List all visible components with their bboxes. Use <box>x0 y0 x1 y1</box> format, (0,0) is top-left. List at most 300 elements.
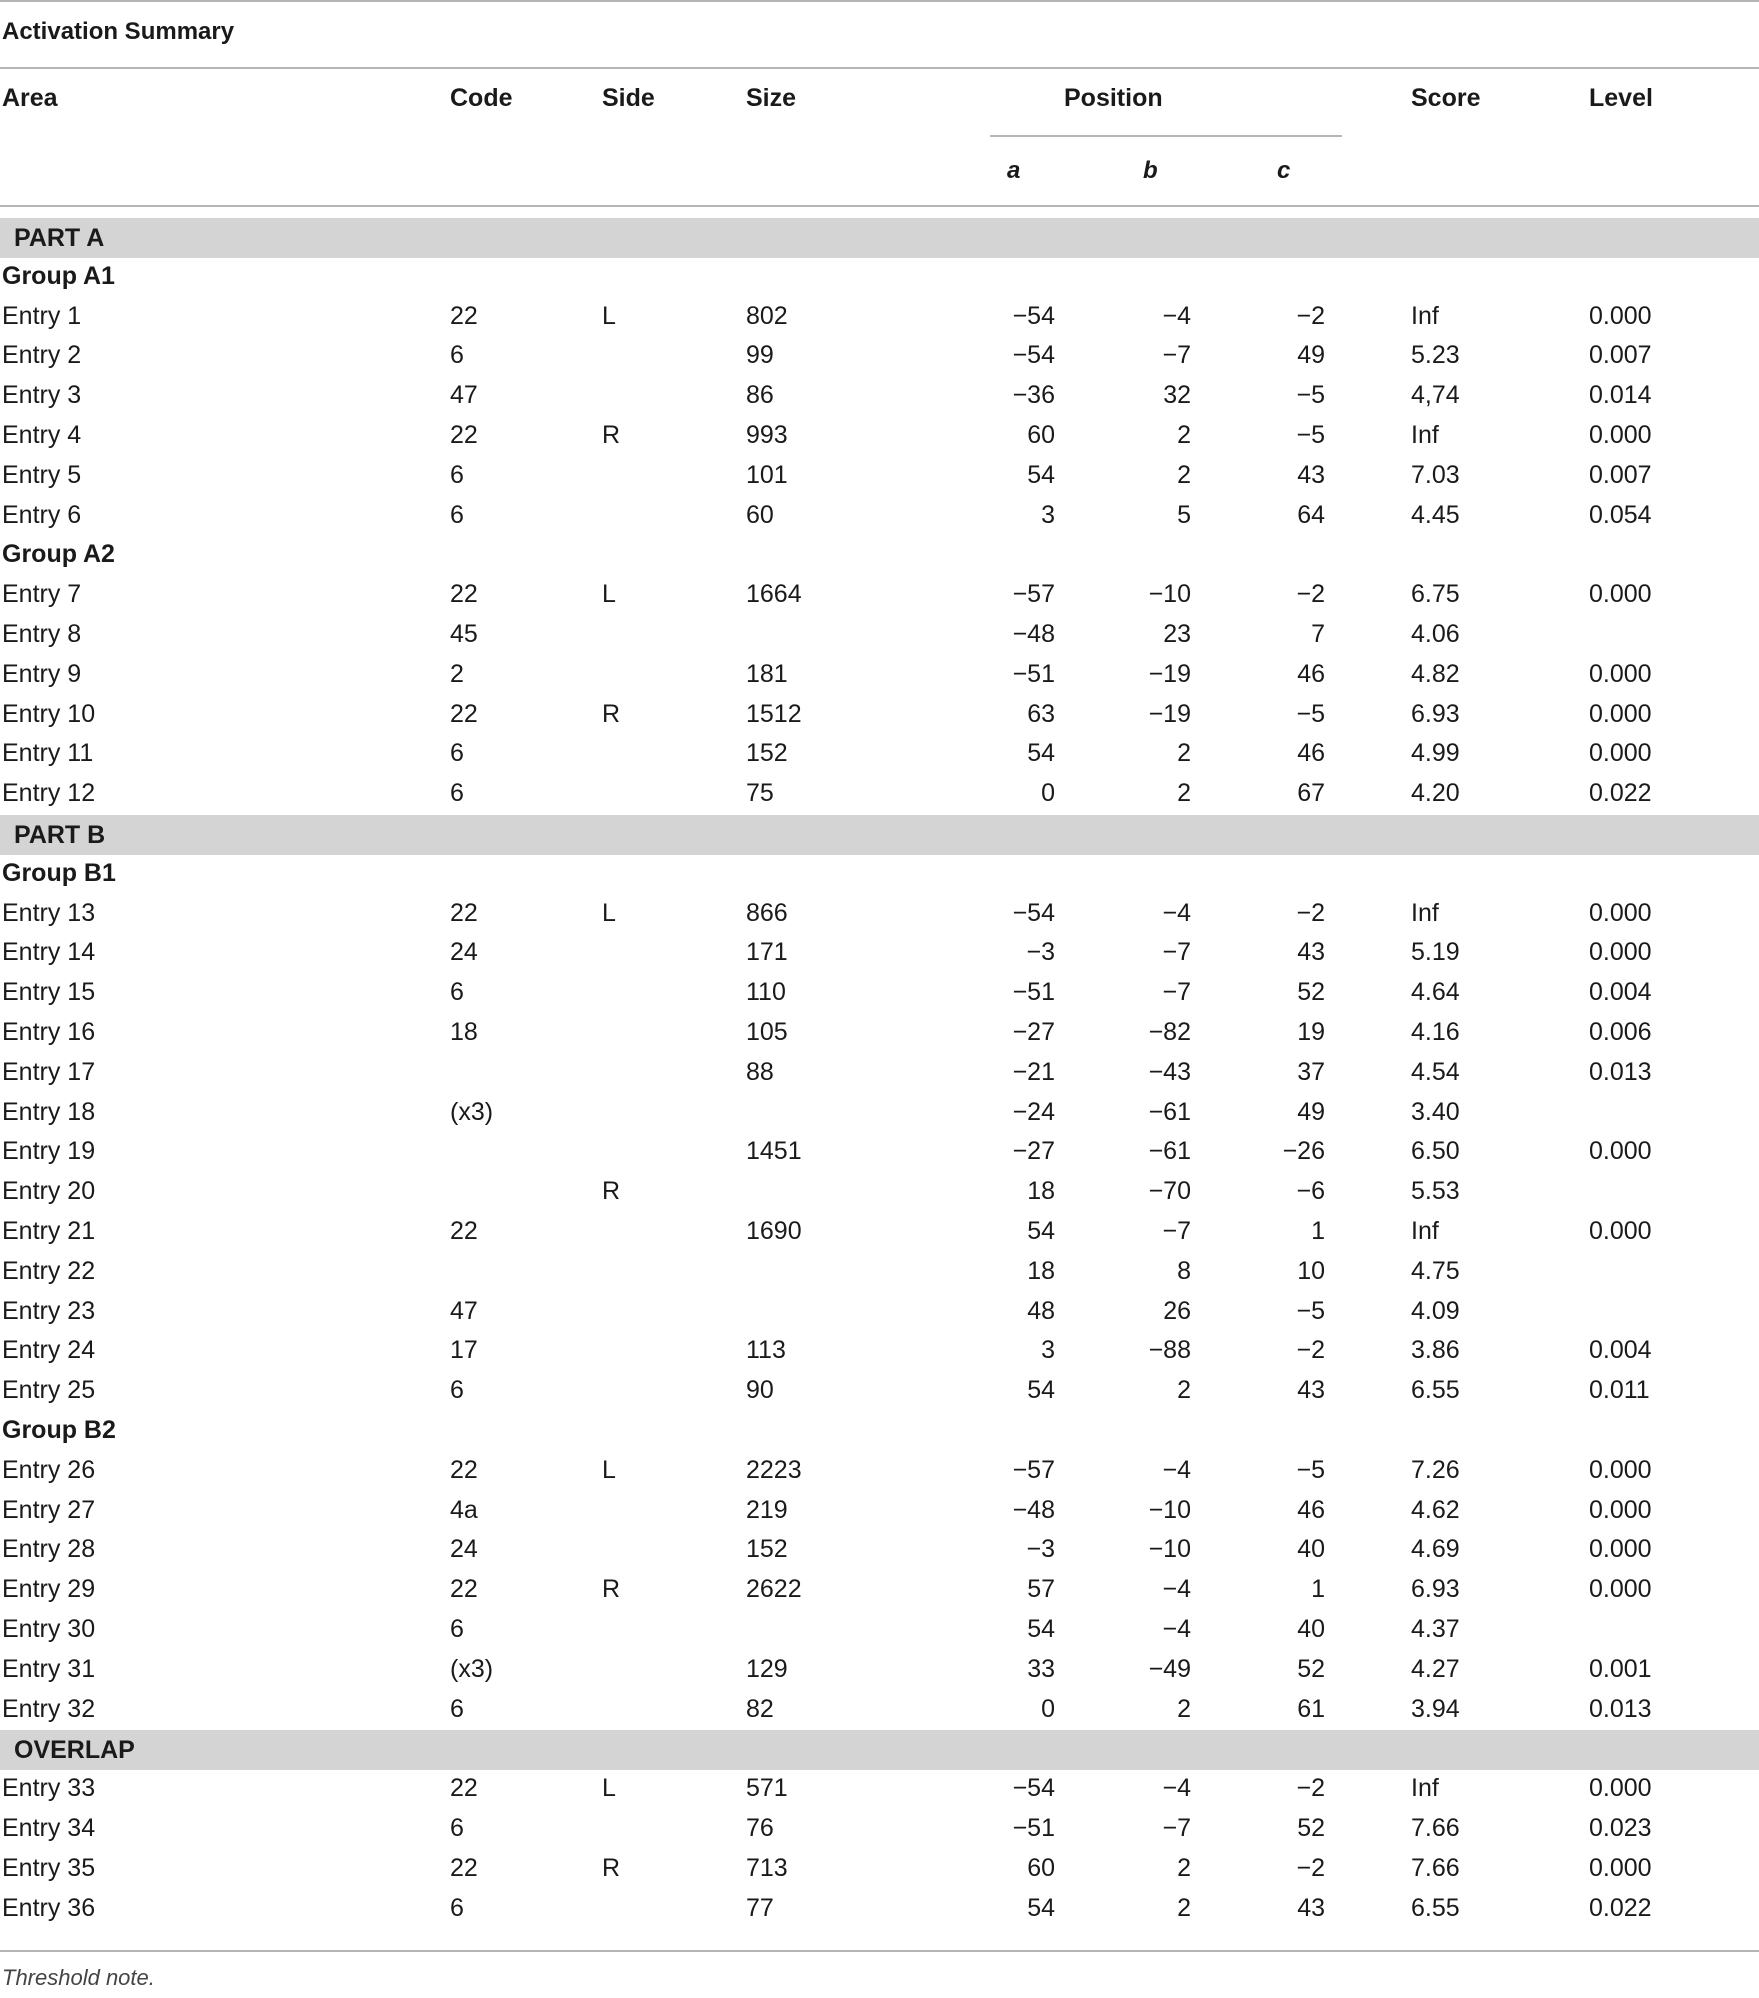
cell-x: −21 <box>1012 1058 1055 1086</box>
cell-z: 10 <box>1297 1257 1325 1285</box>
cell-region: Entry 7 <box>2 580 82 608</box>
table-row <box>0 974 1759 1014</box>
cell-score: 7.66 <box>1411 1854 1460 1882</box>
col-z-header: c <box>1277 157 1291 184</box>
table-row <box>0 934 1759 974</box>
table-row <box>0 1094 1759 1134</box>
cell-y: 8 <box>1177 1257 1191 1285</box>
table-row <box>0 1492 1759 1532</box>
table-row <box>0 1452 1759 1492</box>
cell-score: 4.75 <box>1411 1257 1460 1285</box>
cell-level: 0.000 <box>1589 1774 1652 1802</box>
cell-ba: (x3) <box>450 1655 494 1683</box>
cell-y: −10 <box>1148 1496 1191 1524</box>
table-row <box>0 497 1759 537</box>
cell-level: 0.000 <box>1589 660 1652 688</box>
cell-z: −2 <box>1296 302 1325 330</box>
cell-region: Entry 5 <box>2 461 82 489</box>
cell-extent: 866 <box>746 899 788 927</box>
table-row <box>0 1372 1759 1412</box>
cell-ba: 22 <box>450 1575 478 1603</box>
col-region-header: Area <box>2 84 58 112</box>
bottom-rule <box>0 1950 1759 1952</box>
cell-score: 4,74 <box>1411 381 1460 409</box>
cell-x: 48 <box>1027 1297 1055 1325</box>
cell-level: 0.022 <box>1589 779 1652 807</box>
cell-level: 0.011 <box>1589 1376 1650 1404</box>
section-label: PART A <box>14 224 105 252</box>
cell-level: 0.000 <box>1589 1456 1652 1484</box>
cell-x: 0 <box>1041 1695 1055 1723</box>
cell-ba: 17 <box>450 1336 478 1364</box>
cell-region: Entry 24 <box>2 1336 96 1364</box>
cell-x: −51 <box>1012 978 1055 1006</box>
cell-score: 4.06 <box>1411 620 1460 648</box>
cell-ba: 22 <box>450 1217 478 1245</box>
section-band-overlap <box>0 1730 1759 1770</box>
cell-hem: R <box>602 1177 621 1205</box>
col-x-header: a <box>1007 157 1021 184</box>
cell-ba: 6 <box>450 779 464 807</box>
cell-level: 0.001 <box>1589 1655 1652 1683</box>
header-rule <box>0 205 1759 207</box>
cell-x: 0 <box>1041 779 1055 807</box>
cell-x: −36 <box>1012 381 1055 409</box>
cell-level: 0.000 <box>1589 1217 1652 1245</box>
cell-z: 43 <box>1297 1376 1325 1404</box>
cell-level: 0.023 <box>1589 1814 1652 1842</box>
cell-ba: 6 <box>450 1695 464 1723</box>
cell-extent: 88 <box>746 1058 774 1086</box>
cell-extent: 105 <box>746 1018 788 1046</box>
cell-region: Entry 31 <box>2 1655 96 1683</box>
cell-ba: 22 <box>450 700 478 728</box>
cell-x: 18 <box>1027 1257 1055 1285</box>
cell-level: 0.013 <box>1589 1695 1652 1723</box>
cell-y: −4 <box>1162 1615 1191 1643</box>
cell-extent: 713 <box>746 1854 788 1882</box>
cell-z: −5 <box>1296 1456 1325 1484</box>
coords-subrule <box>990 135 1342 137</box>
cell-x: −54 <box>1012 341 1055 369</box>
col-extent-header: Size <box>746 84 797 112</box>
cell-z: 46 <box>1297 1496 1325 1524</box>
cell-ba: 24 <box>450 938 478 966</box>
cell-ba: 6 <box>450 739 464 767</box>
col-ba-header: Code <box>450 84 513 112</box>
cell-extent: 90 <box>746 1376 774 1404</box>
cell-z: 52 <box>1297 978 1325 1006</box>
cell-x: 3 <box>1041 501 1055 529</box>
group-heading-b1: Group B1 <box>2 859 116 887</box>
cell-x: 33 <box>1027 1655 1055 1683</box>
cell-extent: 76 <box>746 1814 774 1842</box>
cell-x: −27 <box>1012 1137 1055 1165</box>
cell-y: 2 <box>1177 1695 1191 1723</box>
cell-x: 60 <box>1027 1854 1055 1882</box>
cell-ba: 6 <box>450 341 464 369</box>
cell-score: 4.64 <box>1411 978 1460 1006</box>
cell-ba: 18 <box>450 1018 478 1046</box>
cell-region: Entry 10 <box>2 700 96 728</box>
table-row <box>0 298 1759 338</box>
cell-extent: 77 <box>746 1894 774 1922</box>
cell-extent: 1664 <box>746 580 802 608</box>
cell-x: −24 <box>1012 1098 1055 1126</box>
cell-score: 7.26 <box>1411 1456 1460 1484</box>
cell-region: Entry 25 <box>2 1376 96 1404</box>
table-row <box>0 1054 1759 1094</box>
cell-y: −7 <box>1162 938 1191 966</box>
cell-x: 57 <box>1027 1575 1055 1603</box>
section-label: OVERLAP <box>14 1736 135 1764</box>
cell-ba: 2 <box>450 660 464 688</box>
cell-extent: 99 <box>746 341 774 369</box>
cell-ba: 47 <box>450 1297 478 1325</box>
cell-z: 43 <box>1297 938 1325 966</box>
group-heading-b2: Group B2 <box>2 1416 116 1444</box>
cell-level: 0.000 <box>1589 938 1652 966</box>
cell-extent: 113 <box>746 1336 786 1364</box>
cell-region: Entry 6 <box>2 501 82 529</box>
cell-hem: L <box>602 580 616 608</box>
cell-region: Entry 35 <box>2 1854 96 1882</box>
cell-x: 60 <box>1027 421 1055 449</box>
cell-region: Entry 4 <box>2 421 82 449</box>
cell-z: −2 <box>1296 899 1325 927</box>
heading-rule <box>0 67 1759 69</box>
cell-z: 40 <box>1297 1615 1325 1643</box>
cell-extent: 993 <box>746 421 788 449</box>
cell-y: −4 <box>1162 1575 1191 1603</box>
cell-z: 61 <box>1297 1695 1325 1723</box>
cell-x: −57 <box>1012 580 1055 608</box>
cell-hem: L <box>602 1456 616 1484</box>
cell-z: 1 <box>1311 1575 1325 1603</box>
cell-z: 43 <box>1297 461 1325 489</box>
cell-z: 46 <box>1297 660 1325 688</box>
cell-score: 3.40 <box>1411 1098 1460 1126</box>
cell-hem: R <box>602 1854 621 1882</box>
cell-ba: 22 <box>450 1774 478 1802</box>
cell-extent: 2622 <box>746 1575 802 1603</box>
cell-extent: 802 <box>746 302 788 330</box>
cell-score: 4.62 <box>1411 1496 1460 1524</box>
cell-level: 0.000 <box>1589 1137 1652 1165</box>
cell-ba: 24 <box>450 1535 478 1563</box>
cell-extent: 571 <box>746 1774 788 1802</box>
cell-z: 7 <box>1311 620 1325 648</box>
cell-y: 2 <box>1177 1894 1191 1922</box>
cell-y: −4 <box>1162 899 1191 927</box>
cell-region: Entry 34 <box>2 1814 96 1842</box>
cell-z: −2 <box>1296 580 1325 608</box>
cell-region: Entry 17 <box>2 1058 96 1086</box>
cell-x: −51 <box>1012 660 1055 688</box>
cell-x: 54 <box>1027 1376 1055 1404</box>
cell-z: 49 <box>1297 1098 1325 1126</box>
table-row <box>0 576 1759 616</box>
cell-ba: 6 <box>450 1894 464 1922</box>
cell-extent: 75 <box>746 779 774 807</box>
cell-region: Entry 14 <box>2 938 96 966</box>
cell-y: 2 <box>1177 779 1191 807</box>
table-row <box>0 457 1759 497</box>
cell-score: Inf <box>1411 421 1439 449</box>
section-band-part_a <box>0 218 1759 258</box>
cell-score: 7.03 <box>1411 461 1460 489</box>
cell-x: 54 <box>1027 1217 1055 1245</box>
table-heading: Activation Summary <box>2 18 235 45</box>
cell-y: −70 <box>1148 1177 1191 1205</box>
cell-y: −19 <box>1148 660 1191 688</box>
table-row <box>0 735 1759 775</box>
cell-ba: (x3) <box>450 1098 494 1126</box>
cell-level: 0.004 <box>1589 1336 1652 1364</box>
cell-level: 0.000 <box>1589 580 1652 608</box>
cell-y: −43 <box>1148 1058 1191 1086</box>
cell-y: −4 <box>1162 302 1191 330</box>
cell-y: −61 <box>1148 1137 1191 1165</box>
cell-extent: 129 <box>746 1655 788 1683</box>
cell-region: Entry 22 <box>2 1257 96 1285</box>
cell-z: −2 <box>1296 1774 1325 1802</box>
cell-y: −4 <box>1162 1456 1191 1484</box>
cell-ba: 47 <box>450 381 478 409</box>
cell-score: 6.55 <box>1411 1894 1460 1922</box>
cell-z: 19 <box>1297 1018 1325 1046</box>
cell-y: 2 <box>1177 1376 1191 1404</box>
table-row <box>0 1810 1759 1850</box>
cell-y: 2 <box>1177 1854 1191 1882</box>
cell-z: 1 <box>1311 1217 1325 1245</box>
cell-x: 54 <box>1027 1615 1055 1643</box>
cell-extent: 219 <box>746 1496 788 1524</box>
group-heading-a2: Group A2 <box>2 540 115 568</box>
cell-y: 23 <box>1163 620 1191 648</box>
cell-score: 3.94 <box>1411 1695 1460 1723</box>
cell-hem: R <box>602 1575 621 1603</box>
table-row <box>0 1890 1759 1930</box>
cell-region: Entry 21 <box>2 1217 96 1245</box>
cell-region: Entry 23 <box>2 1297 96 1325</box>
cell-hem: R <box>602 421 621 449</box>
cell-score: 6.75 <box>1411 580 1460 608</box>
cell-extent: 152 <box>746 1535 788 1563</box>
cell-region: Entry 32 <box>2 1695 96 1723</box>
cell-score: 5.19 <box>1411 938 1460 966</box>
cell-score: 4.16 <box>1411 1018 1460 1046</box>
cell-score: Inf <box>1411 302 1439 330</box>
cell-ba: 22 <box>450 302 478 330</box>
cell-z: 52 <box>1297 1814 1325 1842</box>
table-row <box>0 1293 1759 1333</box>
col-coords-header: Position <box>1064 84 1163 112</box>
cell-region: Entry 27 <box>2 1496 96 1524</box>
table-row <box>0 417 1759 457</box>
cell-score: 4.27 <box>1411 1655 1460 1683</box>
cell-score: 4.99 <box>1411 739 1460 767</box>
cell-region: Entry 3 <box>2 381 82 409</box>
group-heading-a1: Group A1 <box>2 262 115 290</box>
cell-score: 4.09 <box>1411 1297 1460 1325</box>
cell-hem: L <box>602 899 616 927</box>
cell-level: 0.000 <box>1589 739 1652 767</box>
table-row <box>0 1253 1759 1293</box>
cell-x: −57 <box>1012 1456 1055 1484</box>
cell-score: 6.93 <box>1411 700 1460 728</box>
cell-level: 0.000 <box>1589 421 1652 449</box>
cell-y: −10 <box>1148 1535 1191 1563</box>
cell-x: −54 <box>1012 1774 1055 1802</box>
cell-z: 40 <box>1297 1535 1325 1563</box>
cell-y: −7 <box>1162 1814 1191 1842</box>
cell-region: Entry 29 <box>2 1575 96 1603</box>
cell-score: 4.37 <box>1411 1615 1460 1643</box>
cell-x: −3 <box>1026 938 1055 966</box>
cell-z: −26 <box>1282 1137 1325 1165</box>
table-row <box>0 696 1759 736</box>
cell-x: 54 <box>1027 461 1055 489</box>
cell-region: Entry 20 <box>2 1177 96 1205</box>
cell-region: Entry 2 <box>2 341 82 369</box>
cell-y: −4 <box>1162 1774 1191 1802</box>
cell-score: 6.55 <box>1411 1376 1460 1404</box>
cell-x: 18 <box>1027 1177 1055 1205</box>
cell-y: 32 <box>1163 381 1191 409</box>
cell-level: 0.000 <box>1589 1575 1652 1603</box>
cell-level: 0.000 <box>1589 302 1652 330</box>
cell-extent: 152 <box>746 739 788 767</box>
table-row <box>0 1691 1759 1731</box>
table-row <box>0 895 1759 935</box>
cell-region: Entry 15 <box>2 978 96 1006</box>
cell-level: 0.004 <box>1589 978 1652 1006</box>
cell-y: −82 <box>1148 1018 1191 1046</box>
cell-z: −5 <box>1296 700 1325 728</box>
cell-extent: 1690 <box>746 1217 802 1245</box>
cell-z: 67 <box>1297 779 1325 807</box>
cell-ba: 45 <box>450 620 478 648</box>
cell-ba: 6 <box>450 1814 464 1842</box>
cell-score: 6.93 <box>1411 1575 1460 1603</box>
cell-region: Entry 1 <box>2 302 82 330</box>
cell-z: 52 <box>1297 1655 1325 1683</box>
cell-region: Entry 18 <box>2 1098 96 1126</box>
cell-level: 0.022 <box>1589 1894 1652 1922</box>
cell-x: 54 <box>1027 739 1055 767</box>
cell-ba: 22 <box>450 580 478 608</box>
cell-region: Entry 28 <box>2 1535 96 1563</box>
cell-extent: 1512 <box>746 700 802 728</box>
cell-x: −27 <box>1012 1018 1055 1046</box>
cell-level: 0.054 <box>1589 501 1652 529</box>
cell-score: 4.54 <box>1411 1058 1460 1086</box>
table-row <box>0 775 1759 815</box>
cell-score: Inf <box>1411 899 1439 927</box>
cell-y: −7 <box>1162 978 1191 1006</box>
cell-level: 0.000 <box>1589 1535 1652 1563</box>
cell-y: −19 <box>1148 700 1191 728</box>
cell-extent: 110 <box>746 978 786 1006</box>
col-prob-header: Level <box>1589 84 1653 112</box>
cell-x: −3 <box>1026 1535 1055 1563</box>
cell-level: 0.000 <box>1589 700 1652 728</box>
cell-level: 0.000 <box>1589 1854 1652 1882</box>
cell-z: 46 <box>1297 739 1325 767</box>
table-row <box>0 377 1759 417</box>
cell-extent: 2223 <box>746 1456 802 1484</box>
cell-y: 5 <box>1177 501 1191 529</box>
cell-z: −6 <box>1296 1177 1325 1205</box>
cell-region: Entry 36 <box>2 1894 96 1922</box>
cell-ba: 6 <box>450 501 464 529</box>
cell-region: Entry 19 <box>2 1137 96 1165</box>
cell-x: −54 <box>1012 899 1055 927</box>
cell-ba: 6 <box>450 1615 464 1643</box>
table-row <box>0 1531 1759 1571</box>
cell-x: 63 <box>1027 700 1055 728</box>
cell-region: Entry 11 <box>2 739 94 767</box>
table-row <box>0 1770 1759 1810</box>
cell-region: Entry 30 <box>2 1615 96 1643</box>
cell-score: 4.69 <box>1411 1535 1460 1563</box>
cell-region: Entry 9 <box>2 660 82 688</box>
cell-extent: 86 <box>746 381 774 409</box>
cell-region: Entry 12 <box>2 779 96 807</box>
cell-ba: 4a <box>450 1496 478 1524</box>
cell-score: 4.82 <box>1411 660 1460 688</box>
cell-z: −2 <box>1296 1854 1325 1882</box>
cell-level: 0.013 <box>1589 1058 1652 1086</box>
table-row <box>0 1133 1759 1173</box>
cell-score: 3.86 <box>1411 1336 1460 1364</box>
cell-x: 54 <box>1027 1894 1055 1922</box>
cell-x: −51 <box>1012 1814 1055 1842</box>
cell-z: 37 <box>1297 1058 1325 1086</box>
table-row <box>0 1850 1759 1890</box>
cell-score: 7.66 <box>1411 1814 1460 1842</box>
table-row <box>0 1651 1759 1691</box>
cell-extent: 60 <box>746 501 774 529</box>
cell-extent: 82 <box>746 1695 774 1723</box>
section-label: PART B <box>14 821 106 849</box>
cell-extent: 181 <box>746 660 788 688</box>
cell-score: 6.50 <box>1411 1137 1460 1165</box>
table-row <box>0 616 1759 656</box>
cell-z: 43 <box>1297 1894 1325 1922</box>
top-rule <box>0 0 1759 2</box>
col-y-header: b <box>1143 157 1158 184</box>
cell-region: Entry 26 <box>2 1456 96 1484</box>
cell-y: 26 <box>1163 1297 1191 1325</box>
cell-ba: 22 <box>450 421 478 449</box>
table-row <box>0 1213 1759 1253</box>
cell-hem: L <box>602 1774 616 1802</box>
table-row <box>0 1571 1759 1611</box>
cell-level: 0.000 <box>1589 899 1652 927</box>
table-row <box>0 337 1759 377</box>
cell-level: 0.000 <box>1589 1496 1652 1524</box>
cell-extent: 1451 <box>746 1137 802 1165</box>
cell-x: 3 <box>1041 1336 1055 1364</box>
cell-extent: 171 <box>746 938 788 966</box>
cell-z: −5 <box>1296 421 1325 449</box>
cell-y: −7 <box>1162 341 1191 369</box>
col-hem-header: Side <box>602 84 655 112</box>
cell-level: 0.006 <box>1589 1018 1652 1046</box>
cell-region: Entry 8 <box>2 620 82 648</box>
